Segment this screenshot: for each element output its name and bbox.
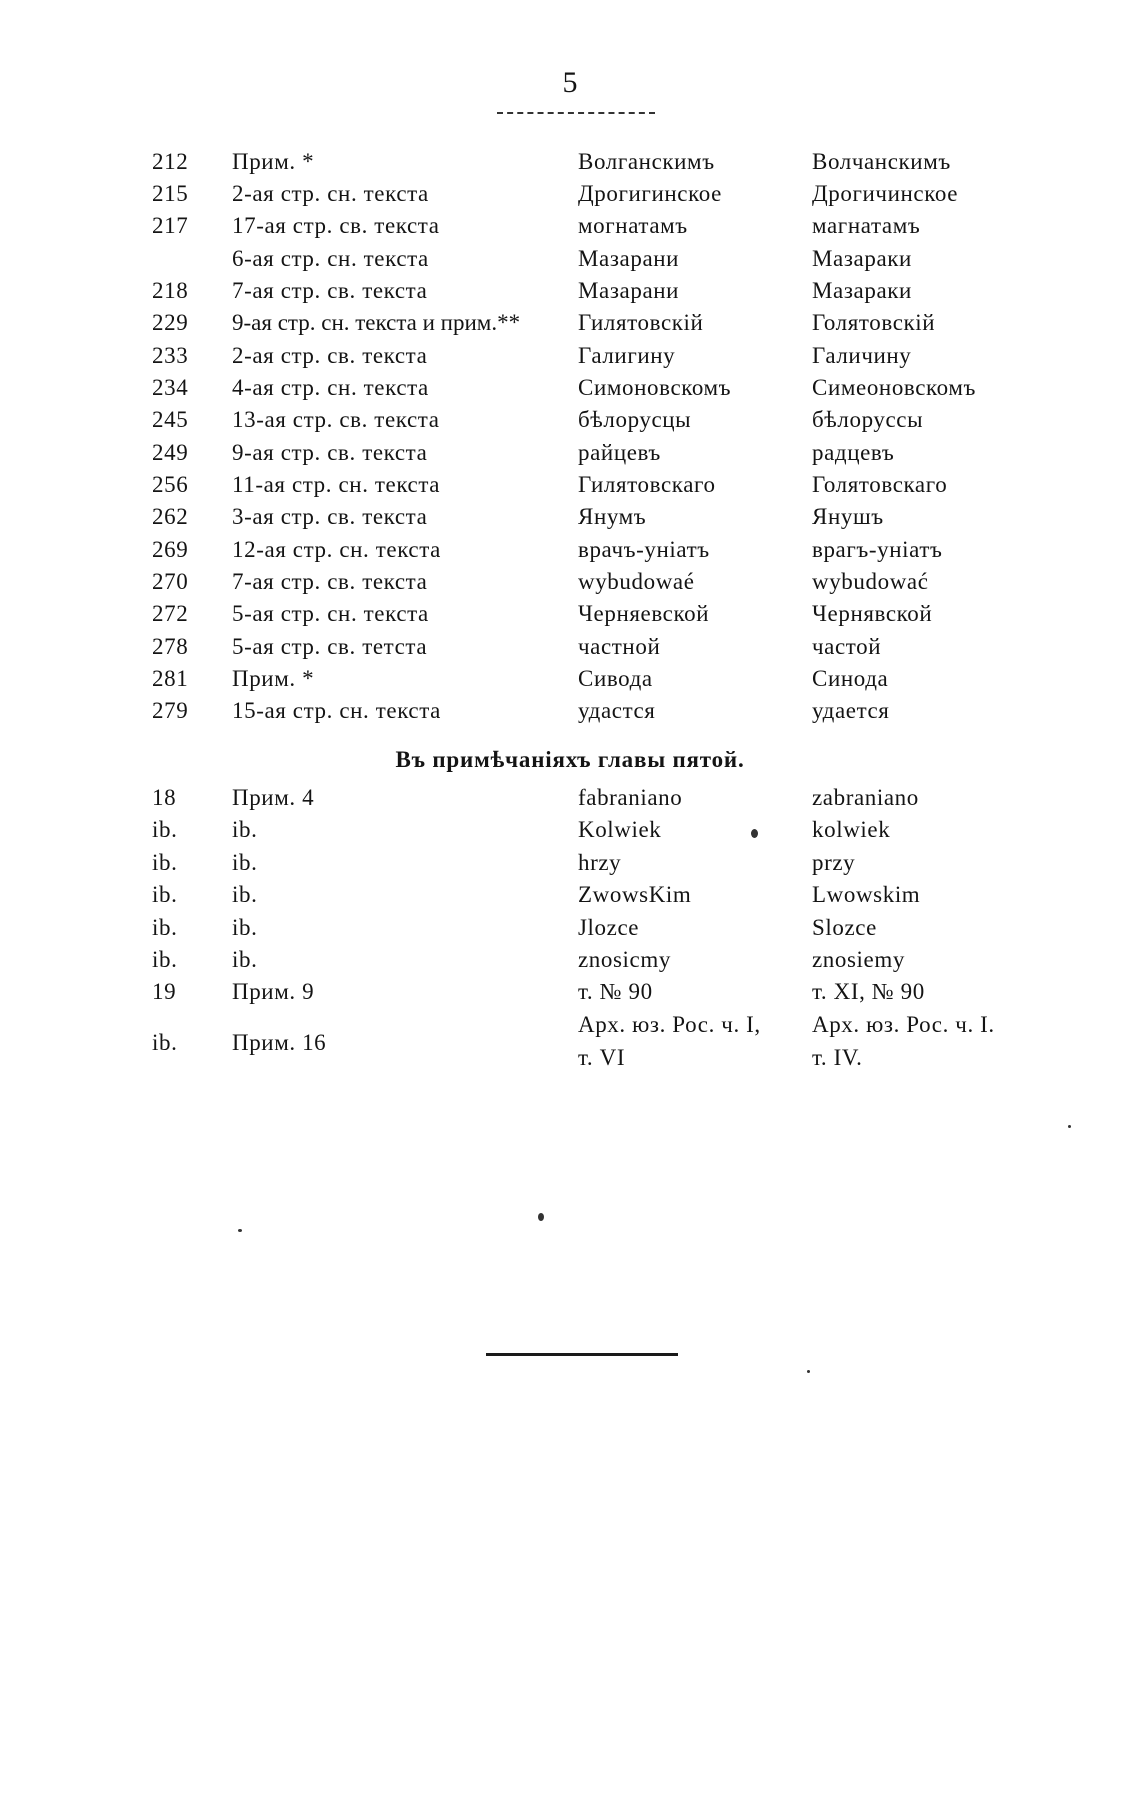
printed-text: Гилятовскаго	[578, 472, 716, 497]
page-ref: ib.	[152, 1030, 178, 1055]
line-ref: Прим. 16	[232, 1030, 327, 1055]
line-ref: 7-ая стр. св. текста	[232, 569, 428, 594]
table-row	[0, 340, 1140, 372]
table-row	[0, 146, 1140, 178]
correct-text: удается	[812, 698, 890, 723]
table-row	[0, 178, 1140, 210]
line-ref: 2-ая стр. св. текста	[232, 343, 428, 368]
page-ref: 19	[152, 979, 177, 1004]
line-ref: Прим. 4	[232, 785, 315, 810]
page-ref: 270	[152, 569, 189, 594]
table-row	[0, 782, 1140, 814]
line-ref: 12-ая стр. сн. текста	[232, 537, 441, 562]
correct-text: kolwiek	[812, 817, 891, 842]
ink-speck	[807, 1370, 810, 1373]
line-ref: ib.	[232, 882, 258, 907]
table-row	[0, 275, 1140, 307]
page-ref: ib.	[152, 817, 178, 842]
line-ref: 17-ая стр. св. текста	[232, 213, 440, 238]
table-row	[0, 912, 1140, 944]
line-ref: ib.	[232, 947, 258, 972]
correct-text: бѣлоруссы	[812, 407, 924, 432]
correct-text: частой	[812, 634, 882, 659]
correct-text: Галичину	[812, 343, 912, 368]
table-row	[0, 598, 1140, 630]
table-row	[0, 469, 1140, 501]
table-row	[0, 210, 1140, 242]
page-ref: 234	[152, 375, 189, 400]
table-row	[0, 847, 1140, 879]
correct-text: врагъ-уніатъ	[812, 537, 943, 562]
page-ref: 272	[152, 601, 189, 626]
ink-speck	[238, 1229, 242, 1232]
correct-text-line-2: т. IV.	[812, 1045, 863, 1070]
table-row	[0, 695, 1140, 727]
ink-speck	[1068, 1125, 1071, 1128]
page-ref: 278	[152, 634, 189, 659]
page-ref: 229	[152, 310, 189, 335]
correct-text: Чернявской	[812, 601, 933, 626]
correct-text: Дрогичинское	[812, 181, 959, 206]
printed-text: Симоновскомъ	[578, 375, 732, 400]
page-ref: 256	[152, 472, 189, 497]
ink-speck	[751, 829, 758, 838]
printed-text: znosicmy	[578, 947, 671, 972]
printed-text: Волгански﻿мъ	[578, 149, 715, 174]
table-row	[0, 566, 1140, 598]
line-ref: 9-ая стр. сн. текста и прим.**	[232, 310, 521, 335]
printed-text: wybudowaé	[578, 569, 695, 594]
page-number: 5	[562, 66, 578, 99]
page-ref: 18	[152, 785, 177, 810]
page-ref: 212	[152, 149, 189, 174]
correct-text: Slozce	[812, 915, 877, 940]
notes-section-heading: Въ примѣчаніяхъ главы пятой.	[395, 747, 745, 772]
line-ref: ib.	[232, 817, 258, 842]
line-ref: 13-ая стр. св. текста	[232, 407, 440, 432]
line-ref: 7-ая стр. св. текста	[232, 278, 428, 303]
end-rule	[486, 1353, 678, 1356]
printed-text: ZwowsKim	[578, 882, 692, 907]
line-ref: Прим. *	[232, 149, 315, 174]
printed-text: Мазарани	[578, 278, 680, 303]
line-ref: 11-ая стр. сн. текста	[232, 472, 441, 497]
table-row	[0, 534, 1140, 566]
table-row	[0, 976, 1140, 1008]
correct-text: радцевъ	[812, 440, 895, 465]
printed-text-line-1: Арх. юз. Рос. ч. I,	[578, 1012, 761, 1037]
printed-text: Янумъ	[578, 504, 647, 529]
line-ref: 9-ая стр. св. текста	[232, 440, 428, 465]
printed-text-line-2: т. VI	[578, 1045, 626, 1070]
page-ref: 249	[152, 440, 189, 465]
table-row	[0, 404, 1140, 436]
correct-text: Синода	[812, 666, 889, 691]
correct-text: Симеоновскомъ	[812, 375, 976, 400]
line-ref: ib.	[232, 850, 258, 875]
correct-text: магнатамъ	[812, 213, 921, 238]
table-row	[0, 501, 1140, 533]
correct-text: т. XI, № 90	[812, 979, 925, 1004]
printed-text	[578, 1008, 761, 1074]
line-ref: 5-ая стр. сн. текста	[232, 601, 429, 626]
header-rule	[497, 112, 655, 114]
printed-text: Jlozce	[578, 915, 640, 940]
page-ref: 215	[152, 181, 189, 206]
correct-text: Мазараки	[812, 278, 912, 303]
printed-text: райцевъ	[578, 440, 661, 465]
correct-text: Волчанскимъ	[812, 149, 951, 174]
printed-text: удастся	[578, 698, 656, 723]
table-row	[0, 663, 1140, 695]
printed-text: fabraniano	[578, 785, 683, 810]
correct-text: Голятовскаго	[812, 472, 948, 497]
page-ref: ib.	[152, 947, 178, 972]
line-ref: 6-ая стр. сн. текста	[232, 246, 429, 271]
printed-text: т. № 90	[578, 979, 653, 1004]
printed-text: Сивода	[578, 666, 653, 691]
printed-text: Мазарани	[578, 246, 680, 271]
line-ref: 2-ая стр. сн. текста	[232, 181, 429, 206]
line-ref: Прим. 9	[232, 979, 315, 1004]
correct-text: znosiemy	[812, 947, 905, 972]
page-ref: ib.	[152, 915, 178, 940]
correct-text: Янушъ	[812, 504, 884, 529]
correct-text: Мазараки	[812, 246, 912, 271]
printed-text: Дрогигинское	[578, 181, 722, 206]
table-row	[0, 814, 1140, 846]
table-row	[0, 437, 1140, 469]
table-row	[0, 631, 1140, 663]
page-ref: ib.	[152, 882, 178, 907]
printed-text: Галигину	[578, 343, 676, 368]
correct-text: Lwowskim	[812, 882, 921, 907]
correct-text: wybudować	[812, 569, 929, 594]
correct-text-line-1: Арх. юз. Рос. ч. I.	[812, 1012, 995, 1037]
line-ref: Прим. *	[232, 666, 315, 691]
table-row	[0, 372, 1140, 404]
line-ref: 3-ая стр. св. текста	[232, 504, 428, 529]
line-ref: 15-ая стр. сн. текста	[232, 698, 441, 723]
printed-text: Гилятовскій	[578, 310, 704, 335]
page-ref: ib.	[152, 850, 178, 875]
page-ref: 269	[152, 537, 189, 562]
printed-text: бѣлорусцы	[578, 407, 692, 432]
page-ref: 245	[152, 407, 189, 432]
line-ref: 5-ая стр. св. тетста	[232, 634, 428, 659]
page-ref: 233	[152, 343, 189, 368]
printed-text: частной	[578, 634, 661, 659]
printed-text: врачъ-уніатъ	[578, 537, 710, 562]
page-ref: 281	[152, 666, 189, 691]
table-row	[0, 307, 1140, 339]
line-ref: ib.	[232, 915, 258, 940]
page-ref: 262	[152, 504, 189, 529]
line-ref: 4-ая стр. сн. текста	[232, 375, 429, 400]
page-ref: 279	[152, 698, 189, 723]
table-row	[0, 243, 1140, 275]
table-row	[0, 879, 1140, 911]
table-row	[0, 1008, 1140, 1078]
printed-text: могнатамъ	[578, 213, 688, 238]
correct-text: Голятовскій	[812, 310, 936, 335]
correct-text: przy	[812, 850, 856, 875]
correct-text: zabraniano	[812, 785, 919, 810]
table-row	[0, 944, 1140, 976]
page-ref: 217	[152, 213, 189, 238]
correct-text	[812, 1008, 995, 1074]
ink-speck	[538, 1213, 544, 1221]
printed-text: Kolwiek	[578, 817, 662, 842]
printed-text: Черняевской	[578, 601, 710, 626]
printed-text: hrzy	[578, 850, 622, 875]
page-ref: 218	[152, 278, 189, 303]
